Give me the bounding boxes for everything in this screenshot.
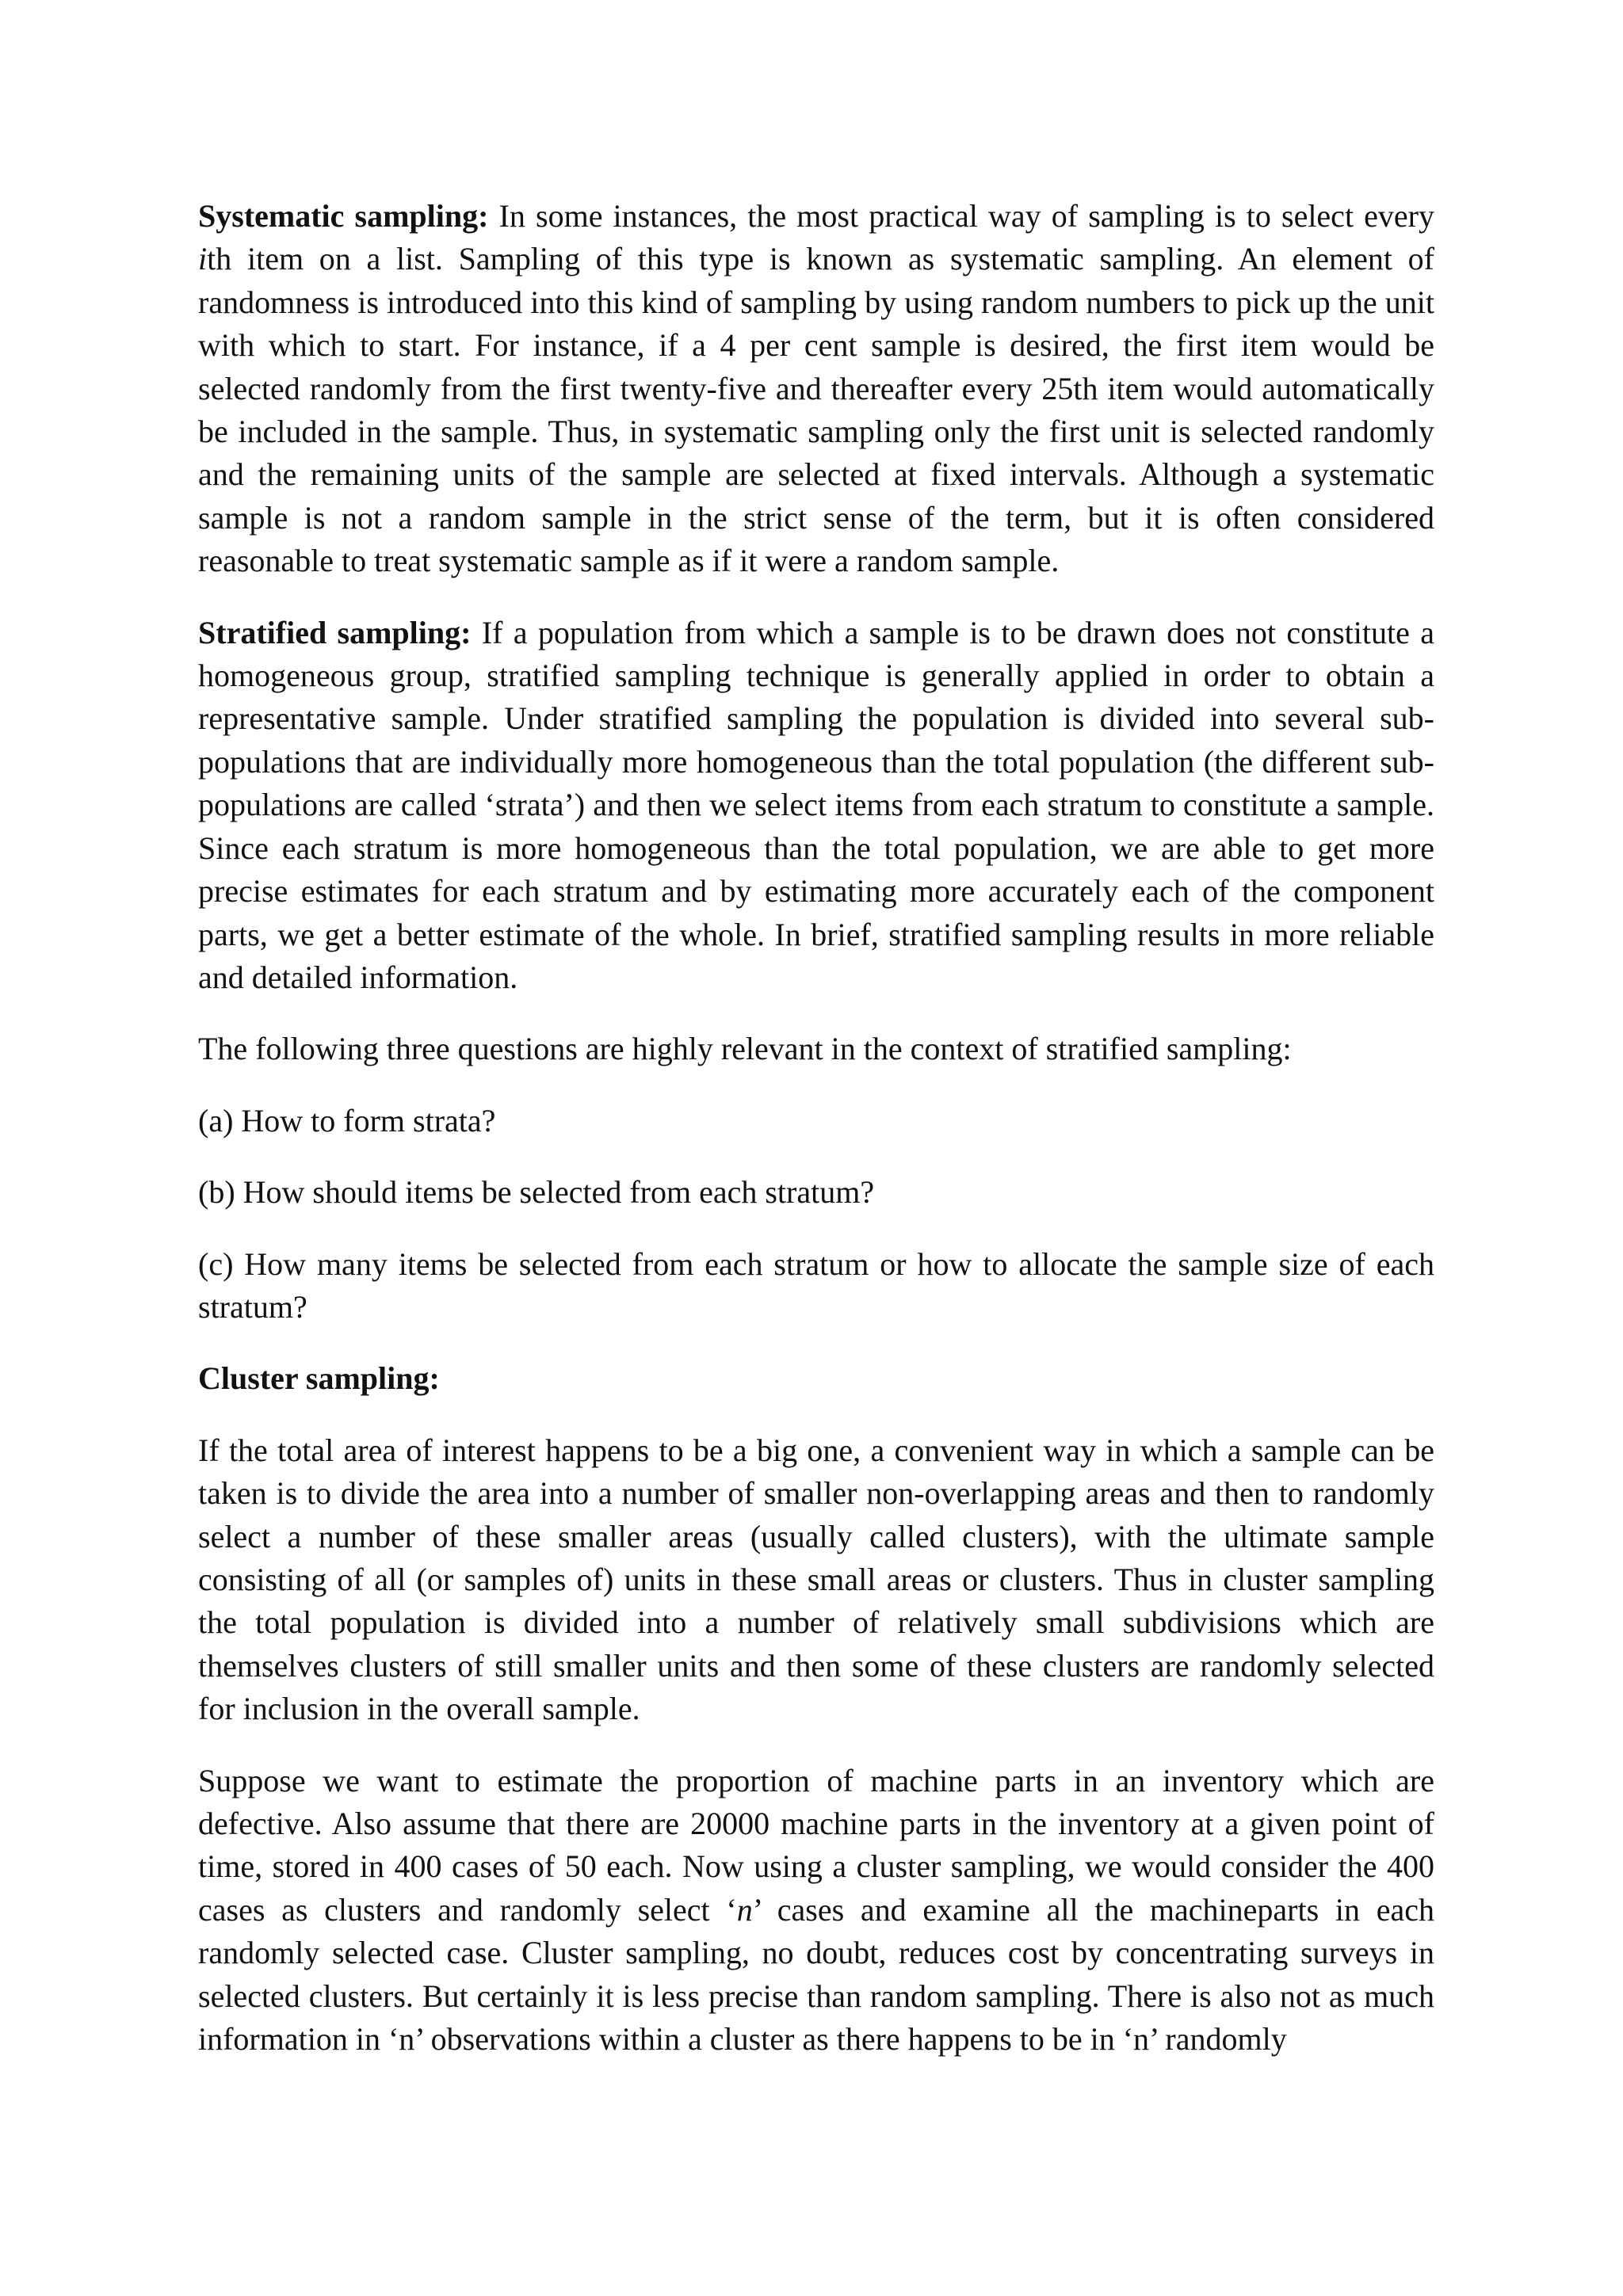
- cluster-sampling-heading: Cluster sampling:: [198, 1360, 440, 1397]
- cluster-p2-italic-n: n: [736, 1891, 753, 1928]
- systematic-sampling-term: Systematic sampling:: [198, 198, 489, 234]
- question-c: (c) How many items be selected from each stratum or how to allocate the sample size of each stratum?: [198, 1245, 1434, 1325]
- questions-intro: The following three questions are highly relevant in the context of stratified sampling:: [198, 1031, 1292, 1067]
- systematic-sampling-paragraph: [198, 195, 1434, 583]
- cluster-paragraph-1: If the total area of interest happens to be a big one, a convenient way in which a sample can be taken is to divide the area into a number of smaller non-overlapping areas and then to randomly select a number of these smaller areas (usually called clusters), with the ultimate sample consisting of all (or samples of) units in these small areas or clusters. Thus in cluster sampling the total population is divided into a number of relatively small subdivisions which are themselves clusters of still smaller units and then some of these clusters are randomly selected for inclusion in the overall sample.: [198, 1432, 1434, 1727]
- question-b: (b) How should items be selected from each stratum?: [198, 1174, 875, 1211]
- systematic-italic-i: i: [198, 241, 208, 277]
- cluster-p2-text-b: ’ cases and examine all the machineparts in each randomly selected case. Cluster sampling, no doubt, reduces cost by concentrating surveys in selected clusters. But certainly it is less precise than random sampling. There is also not as much information in ‘n’ observations within a cluster as there happens to be in ‘n’ randomly: [198, 1891, 1435, 2058]
- systematic-text-1: In some instances, the most practical way of sampling is to select every: [488, 198, 1434, 234]
- stratified-sampling-paragraph: [198, 612, 1434, 1000]
- stratified-body: If a population from which a sample is to be drawn does not constitute a homogeneous group, stratified sampling technique is generally applied in order to obtain a representative sample. Under stratified sampling the population is divided into several sub-populations that are individually more homogeneous than the total population (the different sub-populations are called ‘strata’) and then we select items from each stratum to constitute a sample. Since each stratum is more homogeneous than the total population, we are able to get more precise estimates for each stratum and by estimating more accurately each of the component parts, we get a better estimate of the whole. In brief, stratified sampling results in more reliable and detailed information.: [198, 614, 1434, 995]
- cluster-paragraph-2: [198, 1760, 1434, 2061]
- cluster-p2-text-a: Suppose we want to estimate the proportion of machine parts in an inventory which are defective. Also assume that there are 20000 machine parts in the inventory at a given point of time, stored in 400 cases of 50 each. Now using a cluster sampling, we would consider the 400 cases as clusters and randomly select ‘: [198, 1762, 1434, 1928]
- stratified-sampling-term: Stratified sampling:: [198, 614, 472, 650]
- question-a: (a) How to form strata?: [198, 1102, 496, 1138]
- systematic-text-2: th item on a list. Sampling of this type is known as systematic sampling. An element of randomness is introduced into this kind of sampling by using random numbers to pick up the unit with which to start. For instance, if a 4 per cent sample is desired, the first item would be selected randomly from the first twenty-five and thereafter every 25th item would automatically be included in the sample. Thus, in systematic sampling only the first unit is selected randomly and the remaining units of the sample are selected at fixed intervals. Although a systematic sample is not a random sample in the strict sense of the term, but it is often considered reasonable to treat systematic sample as if it were a random sample.: [198, 241, 1434, 579]
- document-page: [198, 195, 1434, 2089]
